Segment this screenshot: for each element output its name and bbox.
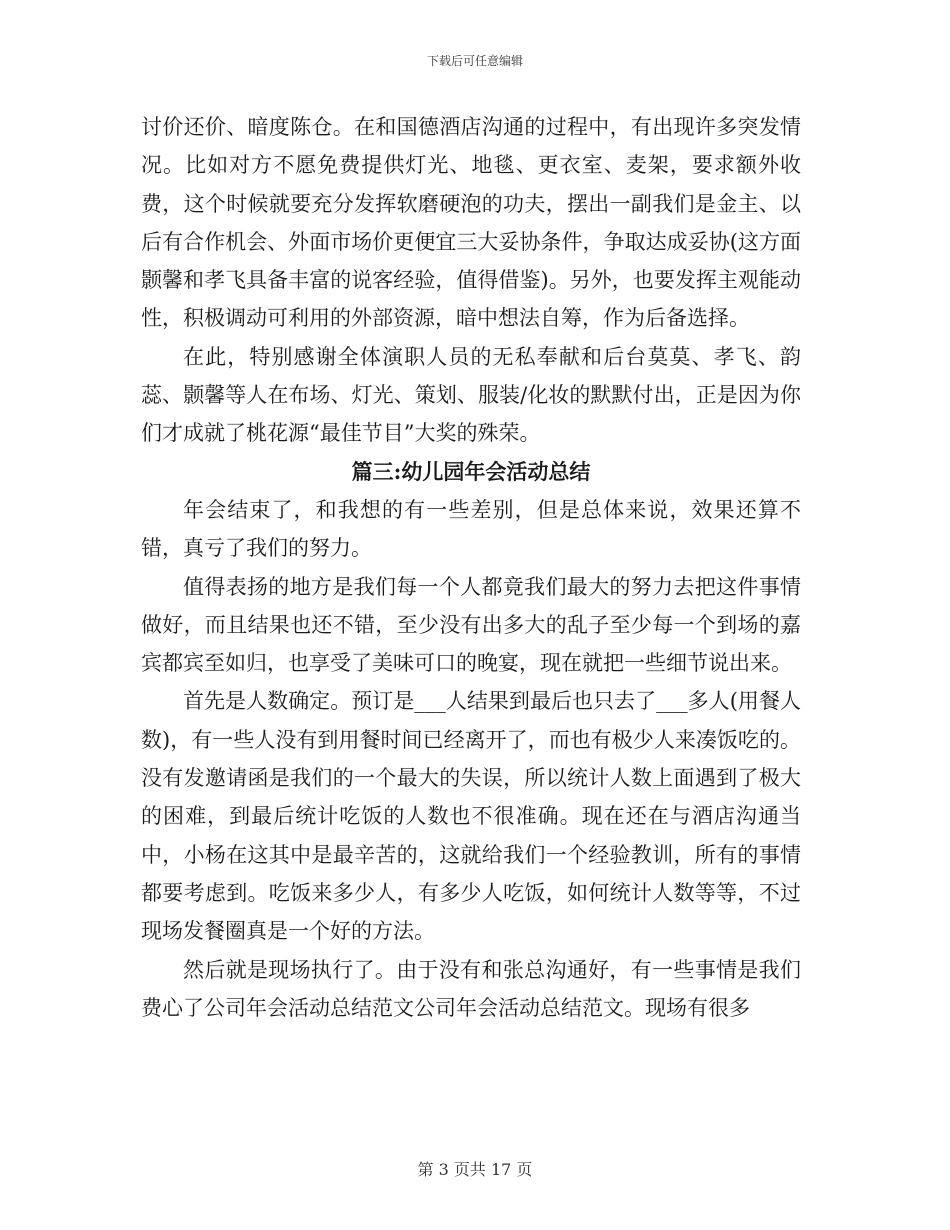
paragraph: 首先是人数确定。预订是___人结果到最后也只去了___多人(用餐人数)，有一些人没有到用餐时间已经离开了，而也有极少人来凑饭吃的。没有发邀请函是我们的一个最大的失误，所以统计人数上面遇到了极大的困难，到最后统计吃饭的人数也不很准确。现在还在与酒店沟通当中，小杨在这其中是最辛苦的，这就给我们一个经验教训，所有的事情都要考虑到。吃饭来多少人，有多少人吃饭，如何统计人数等等，不过现场发餐圈真是一个好的方法。 [141, 689, 801, 944]
page-number: 第 3 页共 17 页 [417, 1160, 533, 1179]
page-header: 下载后可任意编辑 [426, 54, 523, 68]
paragraph: 讨价还价、暗度陈仓。在和国德酒店沟通的过程中，有出现许多突发情况。比如对方不愿免费提供灯光、地毯、更衣室、麦架，要求额外收费，这个时候就要充分发挥软磨硬泡的功夫，摆出一副我们是金主、以后有合作机会、外面市场价更便宜三大妥协条件，争取达成妥协(这方面颢馨和孝飞具备丰富的说客经验，值得借鉴)。另外，也要发挥主观能动性，积极调动可利用的外部资源，暗中想法自筹，作为后备选择。 [141, 115, 801, 331]
paragraph: 在此，特别感谢全体演职人员的无私奉献和后台莫莫、孝飞、韵蕊、颢馨等人在布场、灯光、策划、服装/化妆的默默付出，正是因为你们才成就了桃花源“最佳节目”大奖的殊荣。 [141, 344, 801, 446]
document-body [141, 108, 801, 1027]
section-title: 篇三:幼儿园年会活动总结 [351, 458, 591, 484]
paragraph: 值得表扬的地方是我们每一个人都竟我们最大的努力去把这件事情做好，而且结果也还不错，至少没有出多大的乱子至少每一个到场的嘉宾都宾至如归，也享受了美味可口的晚宴，现在就把一些细节说出来。 [141, 574, 801, 676]
paragraph: 然后就是现场执行了。由于没有和张总沟通好，有一些事情是我们费心了公司年会活动总结范文公司年会活动总结范文。现场有很多 [141, 957, 801, 1020]
paragraph: 年会结束了，和我想的有一些差别，但是总体来说，效果还算不错，真亏了我们的努力。 [141, 497, 801, 561]
